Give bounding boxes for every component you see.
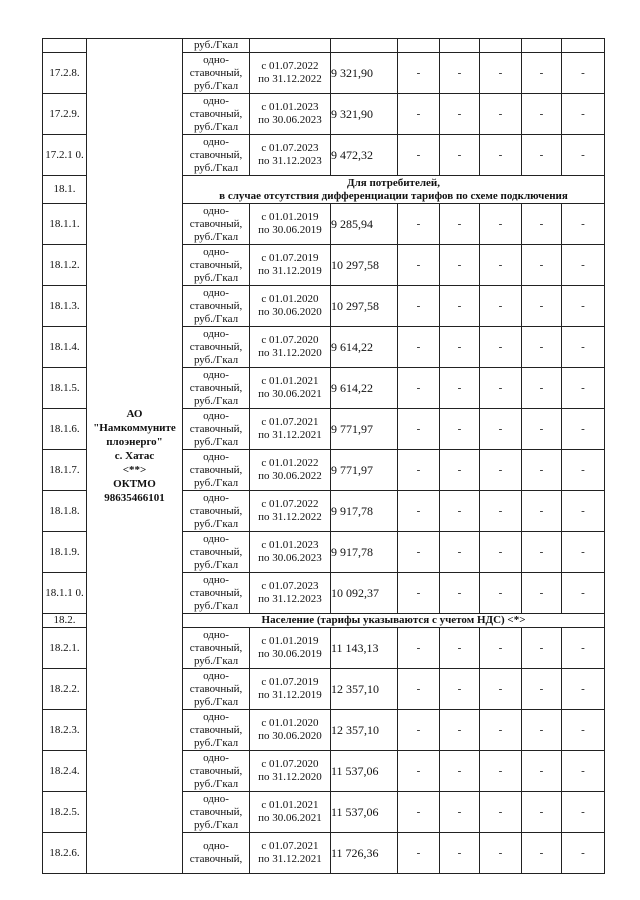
organization-line: ОКТМО	[113, 478, 156, 490]
dash-cell: -	[522, 53, 562, 94]
dash-cell: -	[562, 245, 605, 286]
dash-cell: -	[562, 94, 605, 135]
dash-cell: -	[398, 368, 440, 409]
dash-cell: -	[398, 628, 440, 669]
price-cell: 9 285,94	[331, 204, 398, 245]
dash-cell: -	[440, 669, 480, 710]
dash-cell: -	[398, 135, 440, 176]
organization-line: АО	[126, 408, 143, 420]
dash-cell: -	[562, 792, 605, 833]
period-cell: с 01.07.2020 по 31.12.2020	[250, 751, 331, 792]
row-number-cell: 18.2.5.	[43, 792, 87, 833]
dash-cell: -	[398, 792, 440, 833]
row-number-cell	[43, 39, 87, 53]
price-cell: 10 297,58	[331, 286, 398, 327]
row-number-cell: 18.2.6.	[43, 833, 87, 874]
row-number-cell: 18.2.3.	[43, 710, 87, 751]
dash-cell: -	[562, 669, 605, 710]
dash-cell: -	[440, 710, 480, 751]
dash-cell: -	[480, 669, 522, 710]
dash-cell: -	[480, 327, 522, 368]
row-number-cell: 18.1.6.	[43, 409, 87, 450]
dash-cell: -	[480, 368, 522, 409]
dash-cell: -	[440, 245, 480, 286]
dash-cell: -	[398, 491, 440, 532]
period-cell: с 01.01.2021 по 30.06.2021	[250, 792, 331, 833]
row-number-cell: 18.1.1 0.	[43, 573, 87, 614]
period-cell: с 01.01.2023 по 30.06.2023	[250, 532, 331, 573]
tariff-type-cell: одно- ставочный, руб./Гкал	[183, 327, 250, 368]
tariff-type-cell: одно- ставочный, руб./Гкал	[183, 751, 250, 792]
dash-cell: -	[440, 53, 480, 94]
dash-cell: -	[522, 491, 562, 532]
dash-cell: -	[562, 135, 605, 176]
tariff-type-cell: одно- ставочный, руб./Гкал	[183, 135, 250, 176]
dash-cell: -	[440, 135, 480, 176]
row-number-cell: 17.2.8.	[43, 53, 87, 94]
period-cell: с 01.07.2021 по 31.12.2021	[250, 409, 331, 450]
dash-cell: -	[480, 245, 522, 286]
dash-cell: -	[398, 450, 440, 491]
tariff-table-body	[43, 39, 605, 874]
period-cell: с 01.07.2020 по 31.12.2020	[250, 327, 331, 368]
dash-cell: -	[440, 368, 480, 409]
dash-cell: -	[562, 833, 605, 874]
dash-cell: -	[522, 286, 562, 327]
tariff-type-cell: одно- ставочный, руб./Гкал	[183, 669, 250, 710]
row-number-cell: 18.1.4.	[43, 327, 87, 368]
row-number-cell: 18.2.	[43, 614, 87, 628]
price-cell: 9 472,32	[331, 135, 398, 176]
dash-cell: -	[522, 751, 562, 792]
tariff-type-cell: одно- ставочный, руб./Гкал	[183, 628, 250, 669]
dash-cell: -	[522, 792, 562, 833]
period-cell: с 01.01.2021 по 30.06.2021	[250, 368, 331, 409]
period-cell: с 01.01.2020 по 30.06.2020	[250, 710, 331, 751]
tariff-type-cell: одно- ставочный, руб./Гкал	[183, 450, 250, 491]
dash-cell: -	[398, 286, 440, 327]
price-cell: 9 614,22	[331, 368, 398, 409]
dash-cell: -	[440, 532, 480, 573]
dash-cell: -	[562, 751, 605, 792]
row-number-cell: 18.2.4.	[43, 751, 87, 792]
dash-cell: -	[562, 409, 605, 450]
dash-cell: -	[480, 204, 522, 245]
dash-cell: -	[398, 751, 440, 792]
dash-cell: -	[440, 573, 480, 614]
tariff-type-cell: одно- ставочный, руб./Гкал	[183, 409, 250, 450]
empty-cell	[522, 39, 562, 53]
dash-cell: -	[398, 204, 440, 245]
dash-cell: -	[440, 751, 480, 792]
price-cell: 10 297,58	[331, 245, 398, 286]
row-number-cell: 18.1.3.	[43, 286, 87, 327]
dash-cell: -	[480, 450, 522, 491]
dash-cell: -	[522, 833, 562, 874]
tariff-type-cell: одно- ставочный, руб./Гкал	[183, 573, 250, 614]
price-cell: 9 321,90	[331, 94, 398, 135]
tariff-type-cell: одно- ставочный, руб./Гкал	[183, 53, 250, 94]
dash-cell: -	[522, 532, 562, 573]
price-cell: 9 321,90	[331, 53, 398, 94]
dash-cell: -	[398, 409, 440, 450]
section-heading: Для потребителей, в случае отсутствия дифференциации тарифов по схеме подключения	[183, 176, 605, 204]
price-cell: 11 537,06	[331, 751, 398, 792]
row-number-cell: 18.1.2.	[43, 245, 87, 286]
dash-cell: -	[398, 833, 440, 874]
period-cell: с 01.01.2019 по 30.06.2019	[250, 628, 331, 669]
tariff-type-cell: одно- ставочный, руб./Гкал	[183, 792, 250, 833]
dash-cell: -	[398, 245, 440, 286]
dash-cell: -	[398, 669, 440, 710]
tariff-type-cell: одно- ставочный, руб./Гкал	[183, 368, 250, 409]
tariff-type-cell: одно- ставочный, руб./Гкал	[183, 94, 250, 135]
dash-cell: -	[480, 409, 522, 450]
period-cell: с 01.07.2022 по 31.12.2022	[250, 53, 331, 94]
dash-cell: -	[480, 573, 522, 614]
dash-cell: -	[398, 327, 440, 368]
row-number-cell: 18.2.2.	[43, 669, 87, 710]
dash-cell: -	[562, 573, 605, 614]
period-cell: с 01.07.2023 по 31.12.2023	[250, 135, 331, 176]
period-cell: с 01.01.2023 по 30.06.2023	[250, 94, 331, 135]
price-cell: 10 092,37	[331, 573, 398, 614]
dash-cell: -	[522, 245, 562, 286]
dash-cell: -	[522, 573, 562, 614]
dash-cell: -	[398, 53, 440, 94]
dash-cell: -	[480, 833, 522, 874]
period-cell: с 01.07.2019 по 31.12.2019	[250, 245, 331, 286]
dash-cell: -	[562, 327, 605, 368]
period-cell: с 01.01.2019 по 30.06.2019	[250, 204, 331, 245]
dash-cell: -	[480, 135, 522, 176]
price-cell: 12 357,10	[331, 710, 398, 751]
row-number-cell: 17.2.1 0.	[43, 135, 87, 176]
dash-cell: -	[562, 53, 605, 94]
dash-cell: -	[440, 204, 480, 245]
dash-cell: -	[440, 833, 480, 874]
empty-cell	[331, 39, 398, 53]
dash-cell: -	[480, 491, 522, 532]
row-number-cell: 18.1.5.	[43, 368, 87, 409]
dash-cell: -	[440, 327, 480, 368]
dash-cell: -	[562, 450, 605, 491]
organization-line: "Намкоммуните	[93, 422, 176, 434]
row-number-cell: 18.2.1.	[43, 628, 87, 669]
row-number-cell: 18.1.	[43, 176, 87, 204]
dash-cell: -	[522, 450, 562, 491]
period-cell: с 01.07.2019 по 31.12.2019	[250, 669, 331, 710]
dash-cell: -	[522, 628, 562, 669]
organization-line: плоэнерго"	[106, 436, 163, 448]
price-cell: 9 917,78	[331, 491, 398, 532]
period-cell: с 01.07.2022 по 31.12.2022	[250, 491, 331, 532]
dash-cell: -	[522, 409, 562, 450]
dash-cell: -	[440, 628, 480, 669]
period-cell: с 01.01.2022 по 30.06.2022	[250, 450, 331, 491]
dash-cell: -	[440, 409, 480, 450]
price-cell: 9 614,22	[331, 327, 398, 368]
dash-cell: -	[522, 669, 562, 710]
tariff-type-cell: руб./Гкал	[183, 39, 250, 53]
dash-cell: -	[562, 204, 605, 245]
empty-cell	[562, 39, 605, 53]
tariff-type-cell: одно- ставочный,	[183, 833, 250, 874]
empty-cell	[480, 39, 522, 53]
organization-line: 98635466101	[104, 492, 165, 504]
dash-cell: -	[480, 792, 522, 833]
dash-cell: -	[562, 628, 605, 669]
row-number-cell: 18.1.1.	[43, 204, 87, 245]
price-cell: 12 357,10	[331, 669, 398, 710]
price-cell: 11 537,06	[331, 792, 398, 833]
table-row-fragment	[43, 39, 605, 53]
empty-cell	[250, 39, 331, 53]
tariff-table	[42, 38, 605, 874]
price-cell: 9 771,97	[331, 450, 398, 491]
period-cell: с 01.01.2020 по 30.06.2020	[250, 286, 331, 327]
organization-line: с. Хатас	[114, 450, 155, 462]
row-number-cell: 18.1.8.	[43, 491, 87, 532]
dash-cell: -	[440, 450, 480, 491]
tariff-type-cell: одно- ставочный, руб./Гкал	[183, 245, 250, 286]
dash-cell: -	[562, 532, 605, 573]
tariff-type-cell: одно- ставочный, руб./Гкал	[183, 204, 250, 245]
price-cell: 11 726,36	[331, 833, 398, 874]
row-number-cell: 17.2.9.	[43, 94, 87, 135]
dash-cell: -	[440, 94, 480, 135]
period-cell: с 01.07.2023 по 31.12.2023	[250, 573, 331, 614]
tariff-type-cell: одно- ставочный, руб./Гкал	[183, 710, 250, 751]
dash-cell: -	[562, 368, 605, 409]
dash-cell: -	[522, 135, 562, 176]
empty-cell	[440, 39, 480, 53]
dash-cell: -	[440, 792, 480, 833]
dash-cell: -	[398, 573, 440, 614]
dash-cell: -	[398, 94, 440, 135]
tariff-type-cell: одно- ставочный, руб./Гкал	[183, 491, 250, 532]
row-number-cell: 18.1.9.	[43, 532, 87, 573]
dash-cell: -	[398, 532, 440, 573]
price-cell: 9 771,97	[331, 409, 398, 450]
dash-cell: -	[480, 628, 522, 669]
dash-cell: -	[562, 491, 605, 532]
dash-cell: -	[480, 286, 522, 327]
row-number-cell: 18.1.7.	[43, 450, 87, 491]
dash-cell: -	[480, 94, 522, 135]
dash-cell: -	[440, 491, 480, 532]
section-heading: Население (тарифы указываются с учетом НДС) <*>	[183, 614, 605, 628]
dash-cell: -	[562, 710, 605, 751]
dash-cell: -	[522, 368, 562, 409]
price-cell: 11 143,13	[331, 628, 398, 669]
dash-cell: -	[562, 286, 605, 327]
empty-cell	[398, 39, 440, 53]
dash-cell: -	[480, 710, 522, 751]
period-cell: с 01.07.2021 по 31.12.2021	[250, 833, 331, 874]
organization-cell	[87, 39, 183, 874]
dash-cell: -	[522, 327, 562, 368]
organization-line: <**>	[122, 464, 147, 476]
dash-cell: -	[398, 710, 440, 751]
dash-cell: -	[522, 204, 562, 245]
dash-cell: -	[480, 751, 522, 792]
price-cell: 9 917,78	[331, 532, 398, 573]
dash-cell: -	[480, 53, 522, 94]
dash-cell: -	[440, 286, 480, 327]
dash-cell: -	[522, 94, 562, 135]
dash-cell: -	[480, 532, 522, 573]
tariff-type-cell: одно- ставочный, руб./Гкал	[183, 286, 250, 327]
dash-cell: -	[522, 710, 562, 751]
tariff-type-cell: одно- ставочный, руб./Гкал	[183, 532, 250, 573]
